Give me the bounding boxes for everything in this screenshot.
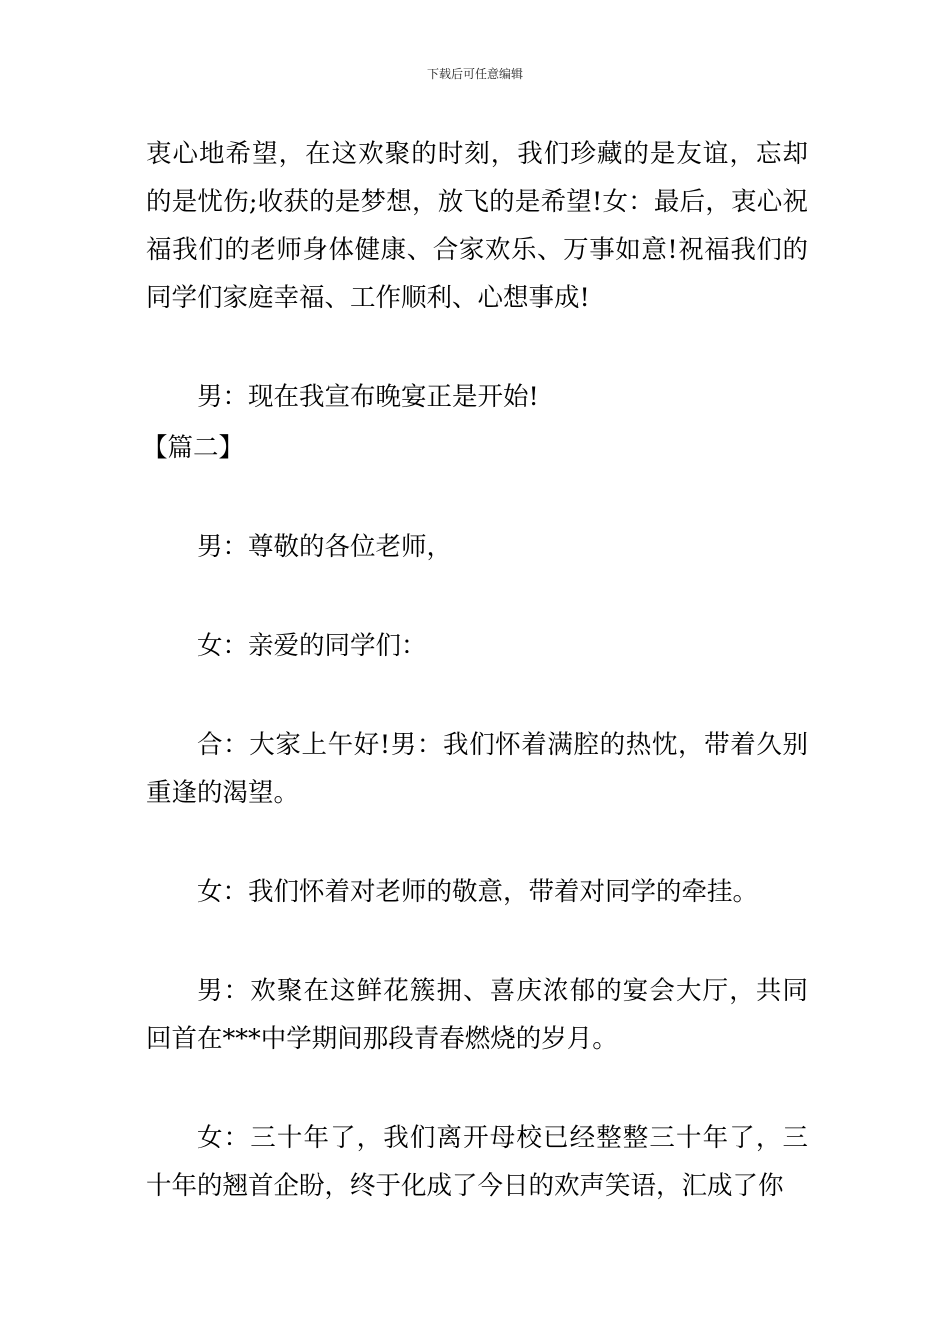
section-heading: 【篇二】	[142, 433, 245, 463]
paragraph-joint-greeting: 合：大家上午好!男：我们怀着满腔的热忱，带着久别重逢的渴望。	[146, 730, 808, 808]
paragraph-greeting-teachers: 男：尊敬的各位老师，	[197, 532, 453, 562]
paragraph-banquet-start: 男：现在我宣布晚宴正是开始!	[197, 382, 539, 412]
paragraph-closing-wishes: 衷心地希望，在这欢聚的时刻，我们珍藏的是友谊，忘却的是忧伤;收获的是梦想，放飞的是希望!女：最后，衷心祝福我们的老师身体健康、合家欢乐、万事如意!祝福我们的同学们家庭幸福、工作顺利、心想事成!	[146, 139, 808, 313]
document-body	[142, 130, 808, 1210]
paragraph-thirty-years: 女：三十年了，我们离开母校已经整整三十年了，三十年的翘首企盼，终于化成了今日的欢声笑语，汇成了你	[146, 1123, 808, 1201]
paragraph-gathering: 男：欢聚在这鲜花簇拥、喜庆浓郁的宴会大厅，共同回首在***中学期间那段青春燃烧的岁月。	[146, 976, 808, 1054]
paragraph-respect: 女：我们怀着对老师的敬意，带着对同学的牵挂。	[197, 877, 759, 907]
page-header-note: 下载后可任意编辑	[426, 67, 523, 81]
paragraph-greeting-classmates: 女：亲爱的同学们：	[197, 631, 427, 661]
